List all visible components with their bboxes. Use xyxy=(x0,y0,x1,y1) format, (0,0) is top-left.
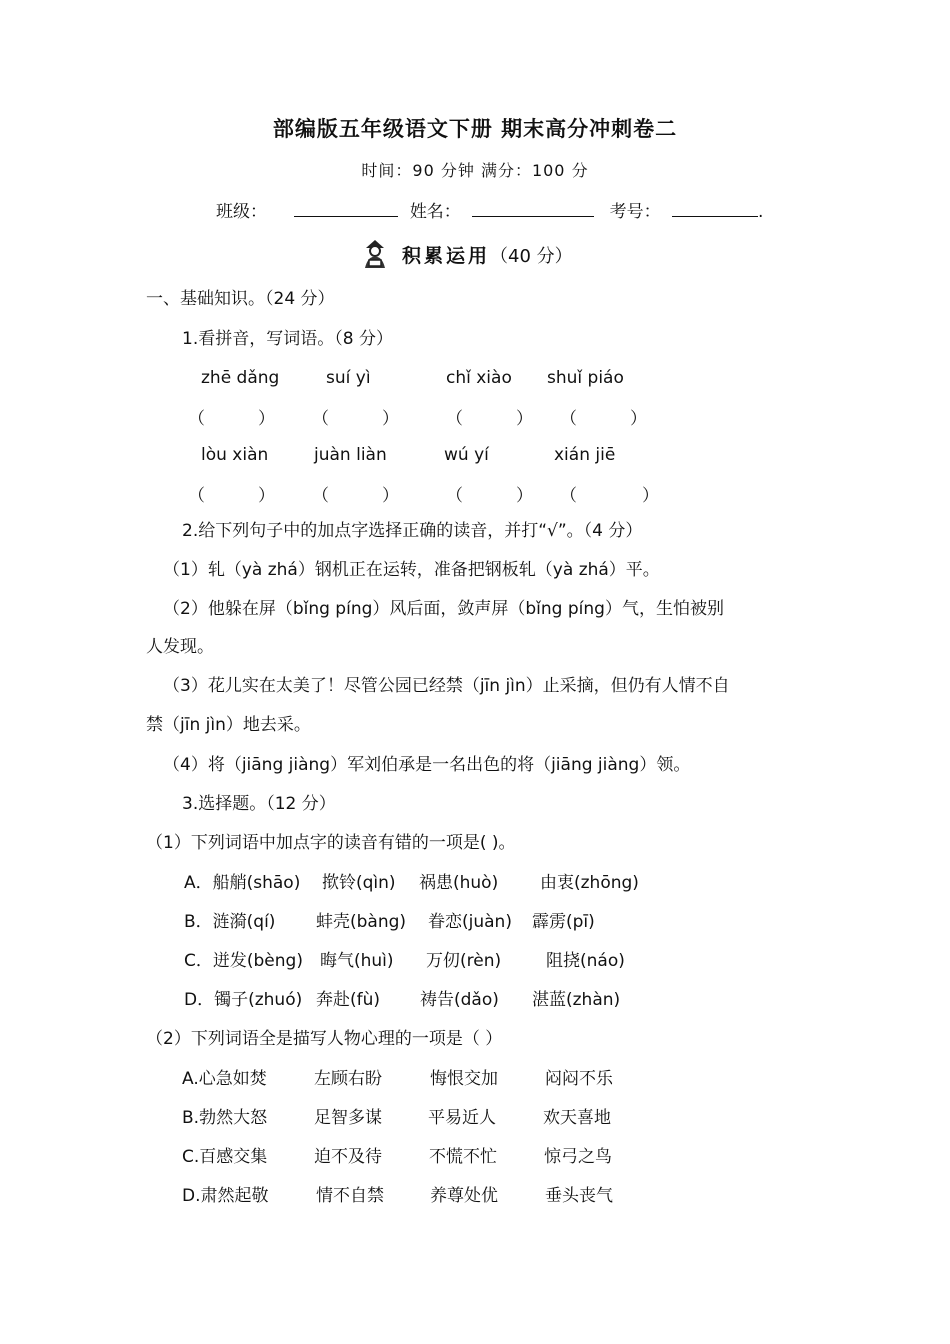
option-d-word: 祷告(dǎo) xyxy=(420,990,499,1010)
q1-heading: 1.看拼音，写词语。（8 分） xyxy=(182,329,393,349)
class-blank[interactable] xyxy=(294,200,398,217)
option-b-word: 平易近人 xyxy=(428,1108,496,1128)
q2-line: （2）他躲在屏（bǐng píng）风后面，敛声屏（bǐng píng）气，生怕被别 xyxy=(163,599,724,619)
option-a-word: A.心急如焚 xyxy=(182,1069,267,1089)
option-b-word: 欢天喜地 xyxy=(543,1108,611,1128)
class-label: 班级： xyxy=(216,202,267,222)
q2-heading: 2.给下列句子中的加点字选择正确的读音，并打“√”。（4 分） xyxy=(182,521,643,541)
q2-line: 禁（jīn jìn）地去采。 xyxy=(146,715,311,735)
name-label: 姓名： xyxy=(409,202,461,222)
id-label: 考号： xyxy=(609,202,661,222)
q3-2-question: （2）下列词语全是描写人物心理的一项是（ ） xyxy=(146,1029,503,1049)
option-a-word: 左顾右盼 xyxy=(314,1069,382,1089)
option-c-word: C.百感交集 xyxy=(182,1147,268,1167)
option-d-word: 垂头丧气 xyxy=(545,1186,613,1206)
option-c-word: 晦气(huì) xyxy=(320,951,394,971)
pinyin-item: lòu xiàn xyxy=(201,445,269,465)
option-c-word: 阻挠(náo) xyxy=(546,951,625,971)
option-d-word: D．镯子(zhuó) xyxy=(184,990,303,1010)
pinyin-item: xián jiē xyxy=(554,445,616,465)
student-reading-icon xyxy=(360,238,390,270)
pinyin-item: shuǐ piáo xyxy=(547,368,624,388)
option-d-word: 湛蓝(zhàn) xyxy=(532,990,621,1010)
option-d-word: D.肃然起敬 xyxy=(182,1186,269,1206)
pinyin-item: chǐ xiào xyxy=(446,368,512,388)
q2-line: 人发现。 xyxy=(146,637,214,657)
pinyin-item: suí yì xyxy=(326,368,371,388)
option-d-word: 情不自禁 xyxy=(316,1186,384,1206)
option-a-word: 祸患(huò) xyxy=(419,873,499,893)
option-c-word: C．迸发(bèng) xyxy=(184,951,303,971)
exam-meta: 时间：90 分钟 满分：100 分 xyxy=(361,161,589,180)
option-d-word: 奔赴(fù) xyxy=(316,990,381,1010)
q2-line: （1）轧（yà zhá）钢机正在运转，准备把钢板轧（yà zhá）平。 xyxy=(163,560,660,580)
option-b-word: 眷恋(juàn) xyxy=(428,912,512,932)
option-c-word: 迫不及待 xyxy=(314,1147,382,1167)
student-info-row xyxy=(216,200,763,223)
pinyin-item: wú yí xyxy=(444,445,489,465)
q3-1-question: （1）下列词语中加点字的读音有错的一项是( )。 xyxy=(146,833,516,853)
option-c-word: 不慌不忙 xyxy=(429,1147,497,1167)
section-label: 积累运用 xyxy=(402,245,491,267)
pinyin-item: juàn liàn xyxy=(314,445,387,465)
pinyin-item: zhē dǎng xyxy=(201,368,280,388)
option-a-word: 由衷(zhōng) xyxy=(540,873,639,893)
id-blank[interactable] xyxy=(672,200,758,217)
option-b-word: B．涟漪(qí) xyxy=(184,912,276,932)
section-score: （40 分） xyxy=(490,246,573,267)
part1-heading: 一、基础知识。（24 分） xyxy=(146,289,335,309)
name-blank[interactable] xyxy=(472,200,594,217)
page-title: 部编版五年级语文下册 期末高分冲刺卷二 xyxy=(272,117,678,141)
q3-heading: 3.选择题。（12 分） xyxy=(182,794,336,814)
option-c-word: 万仞(rèn) xyxy=(426,951,502,971)
option-b-word: B.勃然大怒 xyxy=(182,1108,268,1128)
option-a-word: A．船艄(shāo) xyxy=(184,873,301,893)
option-c-word: 惊弓之鸟 xyxy=(544,1147,612,1167)
q2-line: （4）将（jiāng jiàng）军刘伯承是一名出色的将（jiāng jiàng）领。 xyxy=(163,755,691,775)
end-dot: . xyxy=(758,202,764,222)
q2-line: （3）花儿实在太美了！尽管公园已经禁（jīn jìn）止采摘，但仍有人情不自 xyxy=(163,676,730,696)
option-d-word: 养尊处优 xyxy=(430,1186,498,1206)
section-heading xyxy=(402,245,573,268)
option-b-word: 霹雳(pī) xyxy=(532,912,595,932)
option-b-word: 蚌壳(bàng) xyxy=(316,912,407,932)
option-a-word: 悔恨交加 xyxy=(430,1069,498,1089)
option-a-word: 揿铃(qìn) xyxy=(322,873,396,893)
option-b-word: 足智多谋 xyxy=(314,1108,382,1128)
option-a-word: 闷闷不乐 xyxy=(545,1069,613,1089)
